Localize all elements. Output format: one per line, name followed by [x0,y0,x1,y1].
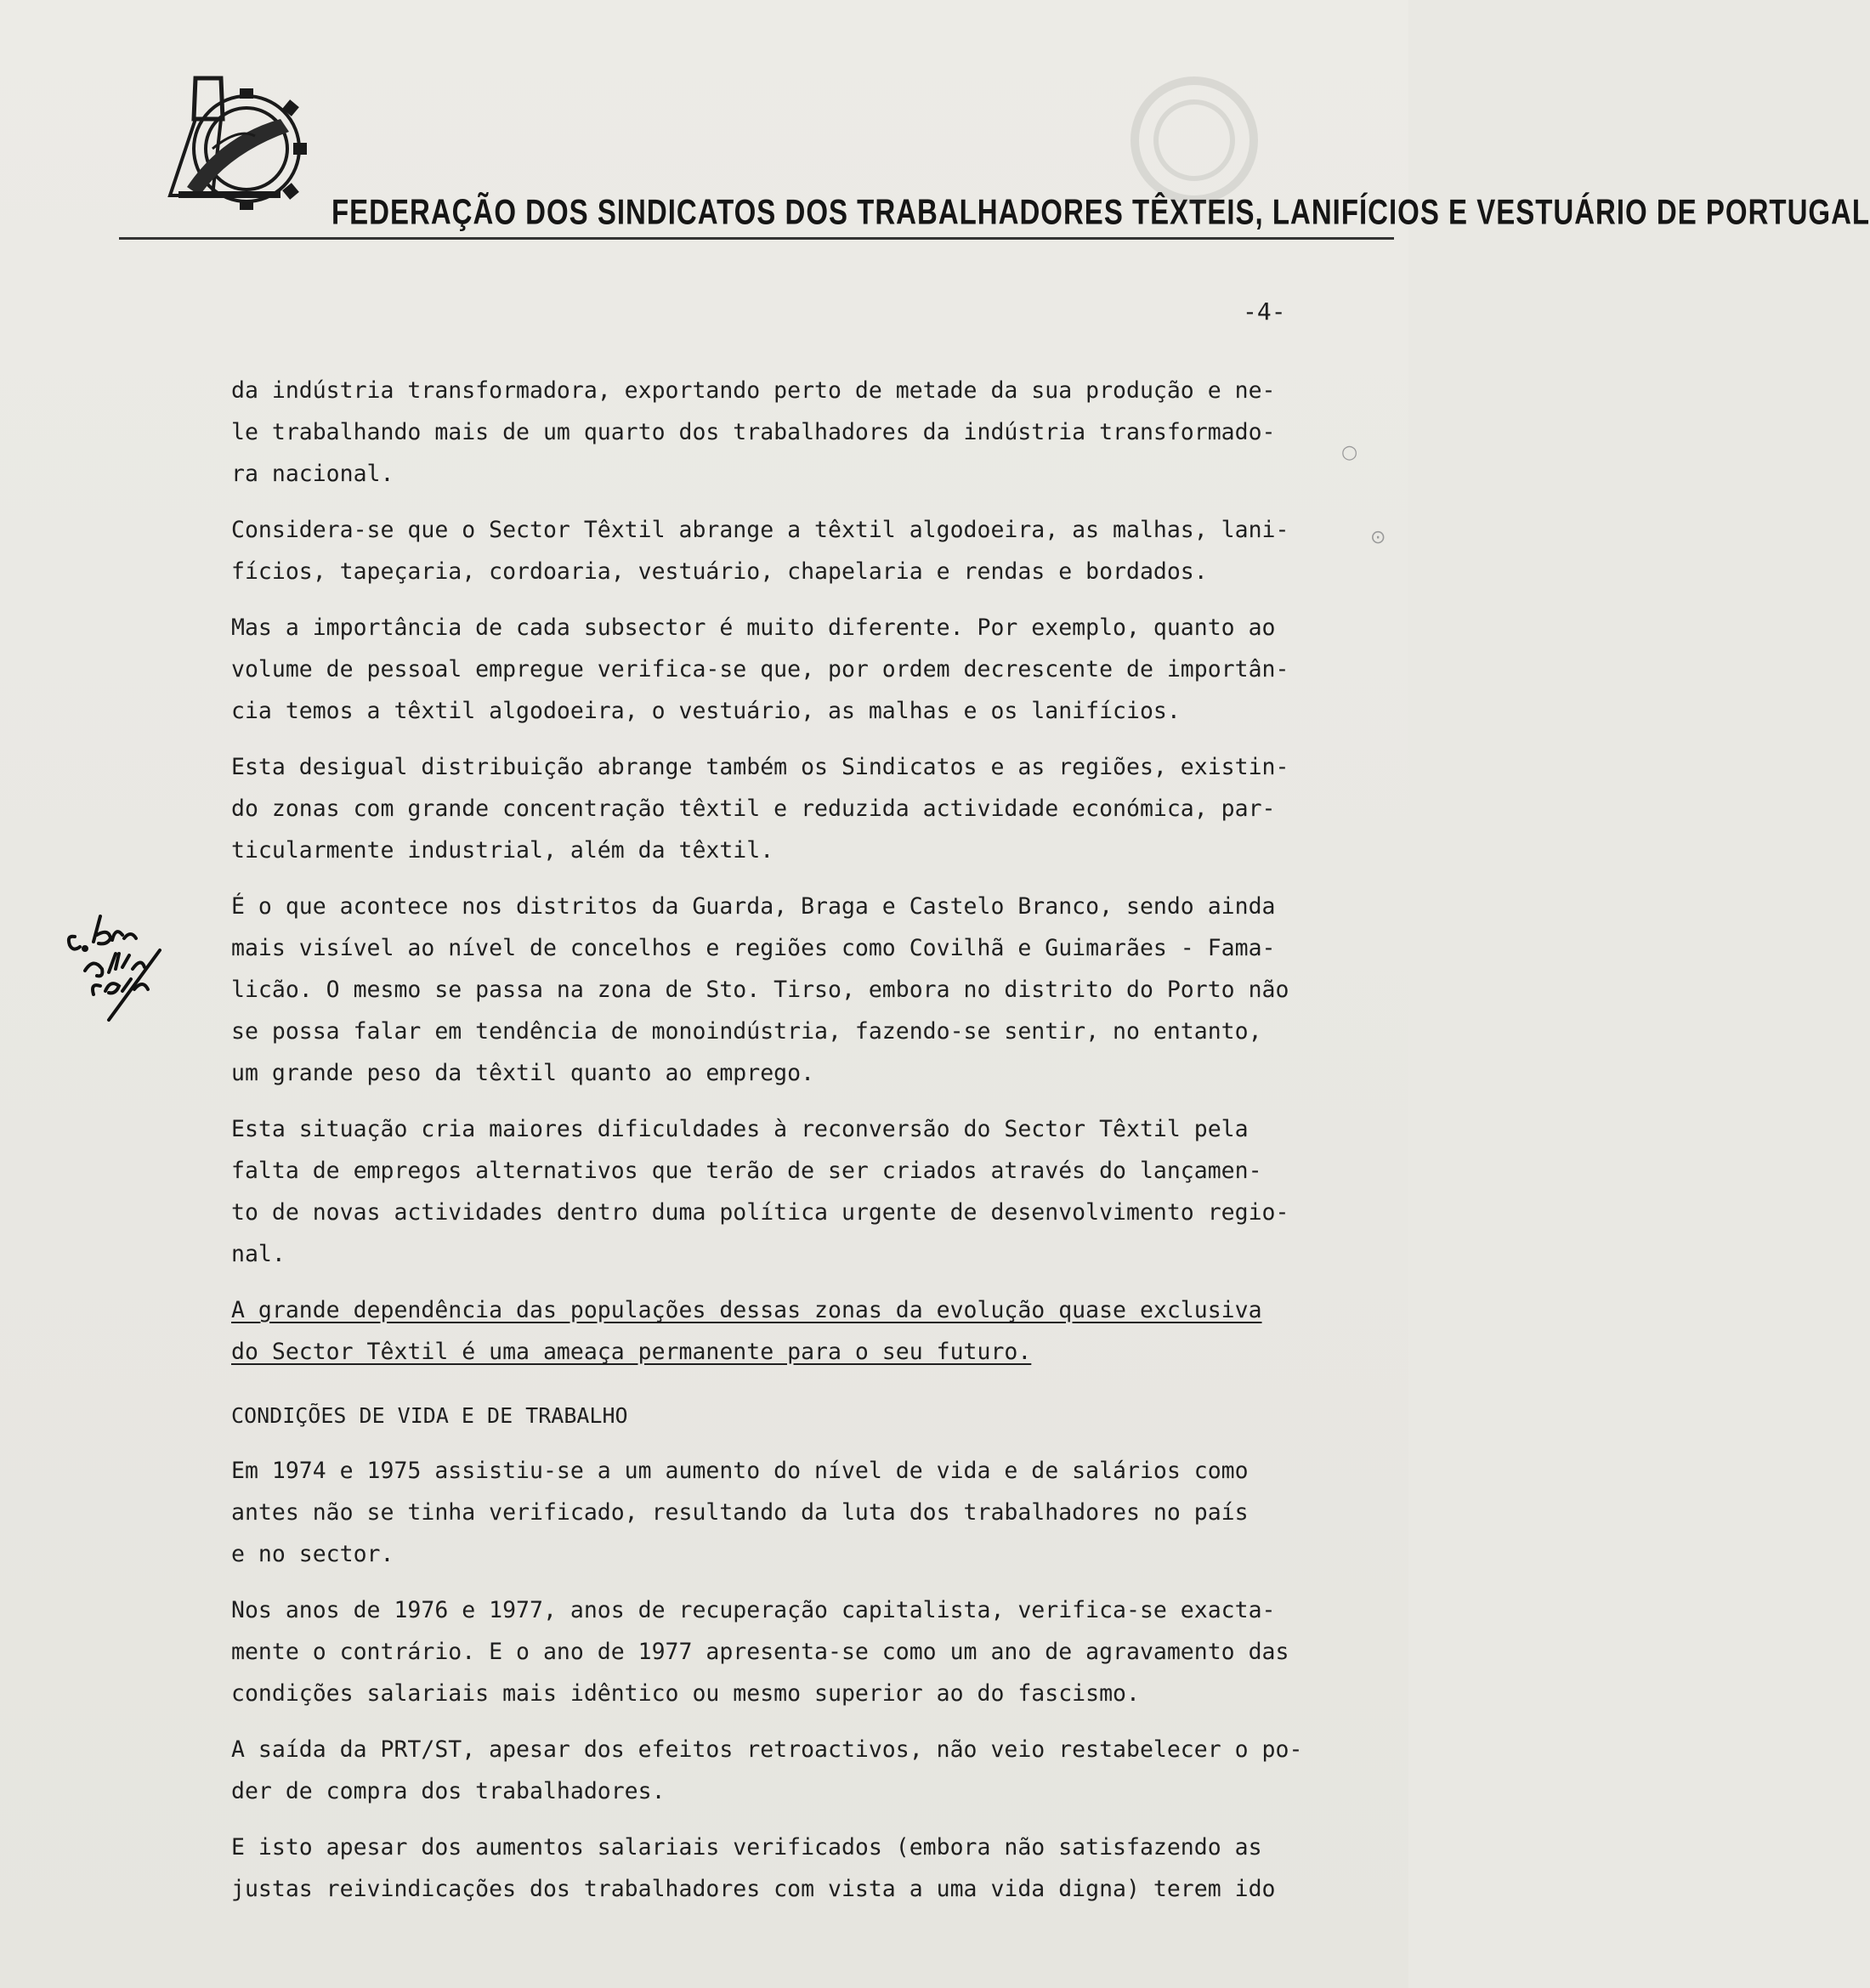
text-line: Considera-se que o Sector Têxtil abrange a têxtil algodoeira, as malhas, lani- [231,517,1289,543]
paragraph-10 [231,1729,1353,1812]
text-line: licão. O mesmo se passa na zona de Sto. Tirso, embora no distrito do Porto não [231,977,1289,1003]
text-line: do zonas com grande concentração têxtil e reduzida actividade económica, par- [231,796,1276,822]
text-line: da indústria transformadora, exportando perto de metade da sua produção e ne- [231,377,1276,404]
handwritten-margin-note [60,901,196,1020]
text-line: Em 1974 e 1975 assistiu-se a um aumento do nível de vida e de salários como [231,1458,1249,1484]
text-line: ticularmente industrial, além da têxtil. [231,837,774,864]
text-line: condições salariais mais idêntico ou mesmo superior ao do fascismo. [231,1680,1140,1707]
text-line: Nos anos de 1976 e 1977, anos de recuperação capitalista, verifica-se exacta- [231,1597,1276,1623]
text-line: A grande dependência das populações dessas zonas da evolução quase exclusiva [231,1297,1262,1323]
text-line: to de novas actividades dentro duma política urgente de desenvolvimento regio- [231,1199,1289,1226]
edge-mark: ⊙ [1370,527,1386,548]
text-line: fícios, tapeçaria, cordoaria, vestuário, chapelaria e rendas e bordados. [231,558,1208,585]
paragraph-8 [231,1450,1353,1575]
paragraph-7-underlined [231,1289,1353,1373]
text-line: Esta desigual distribuição abrange também os Sindicatos e as regiões, existin- [231,754,1289,780]
text-line: nal. [231,1241,286,1267]
text-line: volume de pessoal empregue verifica-se que, por ordem decrescente de importân- [231,656,1289,682]
text-line: A saída da PRT/ST, apesar dos efeitos retroactivos, não veio restabelecer o po- [231,1736,1303,1763]
edge-mark: ○ [1341,442,1358,463]
paragraph-5 [231,886,1353,1094]
text-line: justas reivindicações dos trabalhadores com vista a uma vida digna) terem ido [231,1876,1276,1902]
paragraph-11 [231,1827,1353,1910]
show-through-logo [1122,68,1266,212]
text-line: Mas a importância de cada subsector é muito diferente. Por exemplo, quanto ao [231,615,1276,641]
paragraph-4 [231,746,1353,871]
text-line: cia temos a têxtil algodoeira, o vestuário, as malhas e os lanifícios. [231,698,1181,724]
text-line: le trabalhando mais de um quarto dos trabalhadores da indústria transformado- [231,419,1276,445]
section-heading: CONDIÇÕES DE VIDA E DE TRABALHO [231,1403,628,1428]
text-line: antes não se tinha verificado, resultando da luta dos trabalhadores no país [231,1499,1249,1526]
text-line: mais visível ao nível de concelhos e regiões como Covilhã e Guimarães - Fama- [231,935,1276,961]
text-line: e no sector. [231,1541,394,1567]
paragraph-3 [231,607,1353,732]
federation-title: FEDERAÇÃO DOS SINDICATOS DOS TRABALHADORES TÊXTEIS, LANIFÍCIOS E VESTUÁRIO DE PORTUGAL [332,192,1870,232]
text-line: do Sector Têxtil é uma ameaça permanente para o seu futuro. [231,1339,1032,1365]
paragraph-6 [231,1108,1353,1275]
text-line: mente o contrário. E o ano de 1977 apresenta-se como um ano de agravamento das [231,1639,1289,1665]
text-line: E isto apesar dos aumentos salariais verificados (embora não satisfazendo as [231,1834,1262,1861]
paragraph-9 [231,1589,1353,1714]
paragraph-2 [231,509,1353,592]
text-line: um grande peso da têxtil quanto ao emprego. [231,1060,815,1086]
body-text [231,370,1353,1924]
federation-logo [162,68,310,212]
text-line: se possa falar em tendência de monoindústria, fazendo-se sentir, no entanto, [231,1018,1262,1045]
paragraph-1 [231,370,1353,495]
text-line: É o que acontece nos distritos da Guarda, Braga e Castelo Branco, sendo ainda [231,893,1276,920]
text-line: Esta situação cria maiores dificuldades à reconversão do Sector Têxtil pela [231,1116,1249,1142]
page-number: -4- [1243,297,1286,326]
text-line: falta de empregos alternativos que terão de ser criados através do lançamen- [231,1158,1262,1184]
text-line: der de compra dos trabalhadores. [231,1778,666,1804]
header-rule [119,237,1394,240]
text-line: ra nacional. [231,461,394,487]
